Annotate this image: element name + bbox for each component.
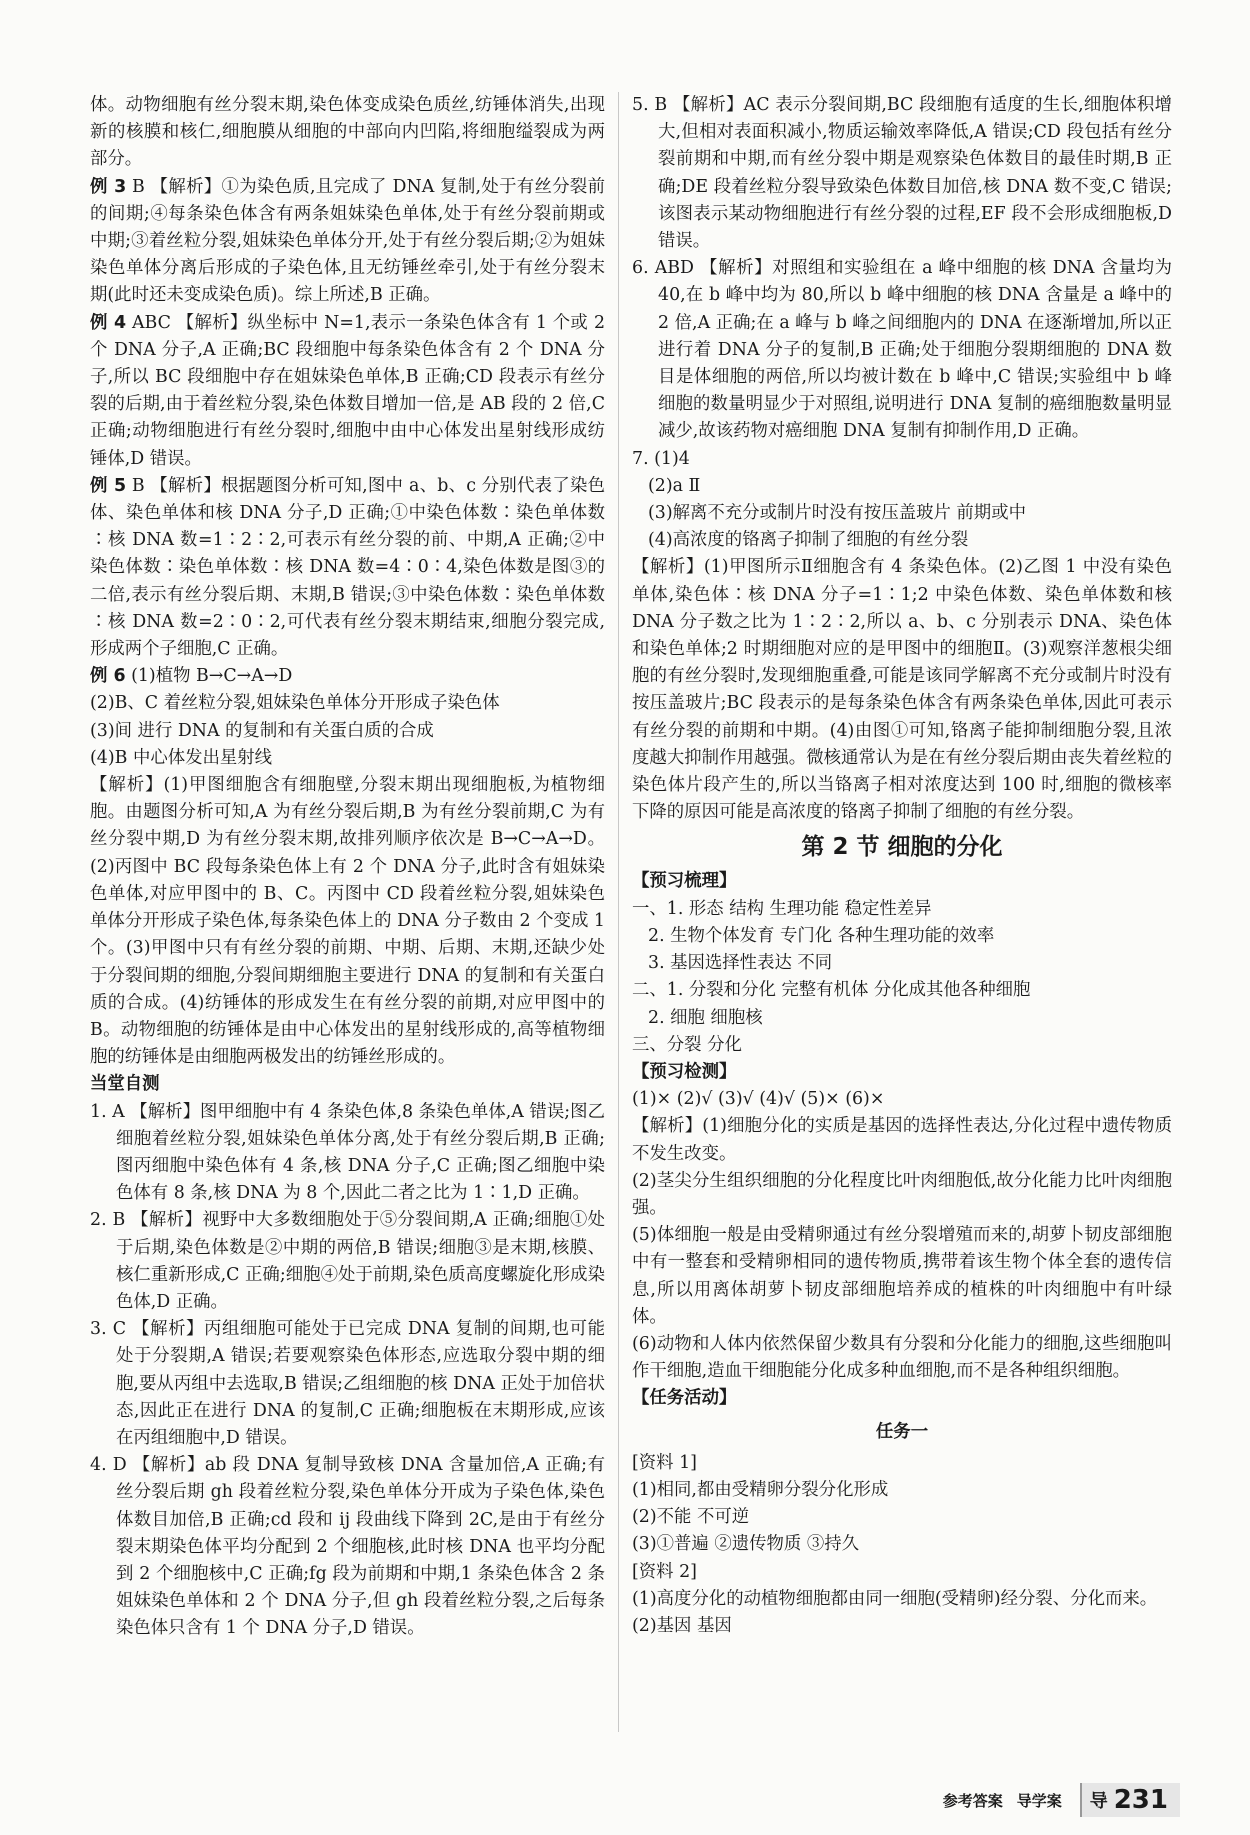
page-number-box — [1080, 1783, 1180, 1817]
example-label: 例 4 — [90, 312, 127, 333]
analysis: (2)茎尖分生组织细胞的分化程度比叶肉细胞低,故分化能力比叶肉细胞强。 — [632, 1170, 1172, 1218]
analysis: 【解析】(1)甲图细胞含有细胞壁,分裂末期出现细胞板,为植物细胞。由题图分析可知,A 为有丝分裂后期,B 为有丝分裂前期,C 为有丝分裂中期,D 为有丝分裂末期,故排列顺序依次是 B→C→A→D。(2)丙图中 BC 段每条染色体上有 2 个 DNA 分子,此时含有姐妹染色单体,对应甲图中的 B、C。丙图中 CD 段着丝粒分裂,姐妹染色单体分开形成子染色体,每条染色体上的 DNA 分子数由 2 个变成 1 个。(3)甲图中只有有丝分裂的前期、中期、后期、末期,还缺少处于分裂间期的细胞,分裂间期细胞主要进行 DNA 的复制和有关蛋白质的合成。(4)纺锤体的形成发生在有丝分裂的前期,对应甲图中的 B。动物细胞的纺锤体是由中心体发出的星射线形成的,高等植物细胞的纺锤体是由细胞两极发出的纺锤丝形成的。 — [90, 775, 605, 1068]
heading-task: 【任务活动】 — [632, 1388, 737, 1409]
check-answers: (1)× (2)√ (3)√ (4)√ (5)× (6)× — [632, 1089, 885, 1110]
example-label: 例 5 — [90, 475, 127, 496]
question-7: 7. (1)4 — [632, 448, 690, 469]
preview-line: 二、1. 分裂和分化 完整有机体 分化成其他各种细胞 — [632, 980, 1031, 1001]
example-text: ABC 【解析】纵坐标中 N=1,表示一条染色体含有 1 个或 2 个 DNA 分子,A 正确;BC 段细胞中每条染色体含有 2 个 DNA 分子,所以 BC 段细胞中存在姐妹染色单体,B 正确;CD 段表示有丝分裂的后期,由于着丝粒分裂,染色体数目增加一倍,是 AB 段的 2 倍,C 正确;动物细胞进行有丝分裂时,细胞中由中心体发出星射线形成纺锤体,D 错误。 — [90, 312, 606, 469]
analysis: (5)体细胞一般是由受精卵通过有丝分裂增殖而来的,胡萝卜韧皮部细胞中有一整套和受精卵相同的遗传物质,携带着该生物个体全套的遗传信息,所以用离体胡萝卜韧皮部细胞培养成的植株的叶肉细胞中有叶绿体。 — [632, 1225, 1172, 1327]
question-2: 2. B 【解析】视野中大多数细胞处于⑤分裂间期,A 正确;细胞①处于后期,染色体数是②中期的两倍,B 错误;细胞③是末期,核膜、核仁重新形成,C 正确;细胞④处于前期,染色质高度螺旋化形成染色体,D 正确。 — [90, 1210, 605, 1312]
material-line: (1)高度分化的动植物细胞都由同一细胞(受精卵)经分裂、分化而来。 — [632, 1588, 1158, 1609]
paragraph: 体。动物细胞有丝分裂末期,染色体变成染色质丝,纺锤体消失,出现新的核膜和核仁,细胞膜从细胞的中部向内凹陷,将细胞缢裂成为两部分。 — [90, 95, 605, 170]
task-title: 任务一 — [875, 1421, 929, 1442]
example-label: 例 3 — [90, 176, 127, 197]
page-number: 231 — [1113, 1785, 1168, 1815]
preview-line: 2. 生物个体发育 专门化 各种生理功能的效率 — [648, 925, 995, 946]
heading-preview: 【预习梳理】 — [632, 871, 737, 892]
answer-line: (3)间 进行 DNA 的复制和有关蛋白质的合成 — [90, 720, 434, 741]
answer-line: (2)a Ⅱ — [648, 475, 701, 496]
question-1: 1. A 【解析】图甲细胞中有 4 条染色体,8 条染色单体,A 错误;图乙细胞着丝粒分裂,姐妹染色单体分离,处于有丝分裂后期,B 正确;图丙细胞中染色体有 4 条,核 DNA 分子,C 正确;图乙细胞中染色体有 8 条,核 DNA 为 8 个,因此二者之比为 1∶1,D 正确。 — [90, 1101, 605, 1204]
section-title: 第 2 节 细胞的分化 — [801, 834, 1003, 861]
preview-line: 三、分裂 分化 — [632, 1034, 742, 1055]
example-text: B 【解析】根据题图分析可知,图中 a、b、c 分别代表了染色体、染色单体和核 DNA 分子,D 正确;①中染色体数∶染色单体数∶核 DNA 数=1∶2∶2,可表示有丝分裂的前、中期,A 正确;②中染色体数∶染色单体数∶核 DNA 数=4∶0∶4,染色体数是图③的二倍,表示有丝分裂后期、末期,B 错误;③中染色体数∶染色单体数∶核 DNA 数=2∶0∶2,可代表有丝分裂末期结束,细胞分裂完成,形成两个子细胞,C 正确。 — [90, 475, 606, 660]
example-label: 例 6 — [90, 666, 126, 687]
left-column — [90, 92, 605, 1643]
example-5 — [90, 473, 605, 663]
answer-line: (4)高浓度的铬离子抑制了细胞的有丝分裂 — [648, 530, 969, 551]
material-line: (2)不能 不可逆 — [632, 1507, 750, 1528]
preview-line: 3. 基因选择性表达 不同 — [648, 953, 833, 974]
example-3 — [90, 174, 605, 310]
footer-answer-label: 参考答案 — [942, 1791, 1003, 1810]
question-3: 3. C 【解析】丙组细胞可能处于已完成 DNA 复制的间期,也可能处于分裂期,A 错误;若要观察染色体形态,应选取分裂中期的细胞,要从丙组中去选取,B 错误;乙组细胞的核 DNA 正处于加倍状态,因此正在进行 DNA 的复制,C 正确;细胞板在末期形成,应该在丙组细胞中,D 错误。 — [90, 1319, 605, 1448]
question-4: 4. D 【解析】ab 段 DNA 复制导致核 DNA 含量加倍,A 正确;有丝分裂后期 gh 段着丝粒分裂,染色单体分开成为子染色体,染色体数目加倍,B 正确;cd 段和 ij 段曲线下降到 2C,是由于有丝分裂末期染色体平均分配到 2 个细胞核,此时核 DNA 也平均分配到 2 个细胞核中,C 正确;fg 段为前期和中期,1 条染色体含 2 条姐妹染色单体和 2 个 DNA 分子,但 gh 段着丝粒分裂,之后每条染色体只含有 1 个 DNA 分子,D 错误。 — [90, 1455, 605, 1639]
material-line: (3)①普遍 ②遗传物质 ③持久 — [632, 1534, 859, 1555]
answer-line: (3)解离不充分或制片时没有按压盖玻片 前期或中 — [648, 503, 1026, 524]
answer-line: (2)B、C 着丝粒分裂,姐妹染色单体分开形成子染色体 — [90, 693, 500, 714]
section-subtitle: 当堂自测 — [90, 1074, 160, 1095]
footer-guide-label: 导学案 — [1016, 1791, 1062, 1810]
page-prefix: 导 — [1089, 1791, 1108, 1812]
material-label: [资料 2] — [632, 1561, 697, 1582]
analysis: 【解析】(1)甲图所示Ⅱ细胞含有 4 条染色体。(2)乙图 1 中没有染色单体,染色体∶核 DNA 分子=1∶1;2 中染色体数、染色单体数和核 DNA 分子数之比为 1∶2∶2,所以 a、b、c 分别表示 DNA、染色体和染色单体;2 时期细胞对应的是甲图中的细胞Ⅱ。(3)观察洋葱根尖细胞的有丝分裂时,发现细胞重叠,可能是该同学解离不充分或制片时没有按压盖玻片;BC 段表示的是每条染色体含有两条染色单体,因此可表示有丝分裂的前期和中期。(4)由图①可知,铬离子能抑制细胞分裂,且浓度越大抑制作用越强。微核通常认为是在有丝分裂后期由丧失着丝粒的染色体片段产生的,所以当铬离子相对浓度达到 100 时,细胞的微核率下降的原因可能是高浓度的铬离子抑制了细胞的有丝分裂。 — [632, 557, 1172, 823]
answer-line: (4)B 中心体发出星射线 — [90, 747, 273, 768]
heading-check: 【预习检测】 — [632, 1061, 737, 1082]
right-column — [632, 92, 1172, 1640]
material-label: [资料 1] — [632, 1452, 697, 1473]
material-line: (1)相同,都由受精卵分裂分化形成 — [632, 1479, 889, 1500]
analysis: 【解析】(1)细胞分化的实质是基因的选择性表达,分化过程中遗传物质不发生改变。 — [632, 1116, 1172, 1164]
preview-line: 2. 细胞 细胞核 — [648, 1007, 763, 1028]
column-divider — [618, 92, 619, 1732]
question-5: 5. B 【解析】AC 表示分裂间期,BC 段细胞有适度的生长,细胞体积增大,但相对表面积减小,物质运输效率降低,A 错误;CD 段包括有丝分裂前期和中期,而有丝分裂中期是观察染色体数目的最佳时期,B 正确;DE 段着丝粒分裂导致染色体数目加倍,核 DNA 数不变,C 错误;该图表示某动物细胞进行有丝分裂的过程,EF 段不会形成细胞板,D 错误。 — [632, 95, 1172, 252]
preview-line: 一、1. 形态 结构 生理功能 稳定性差异 — [632, 898, 932, 919]
question-6: 6. ABD 【解析】对照组和实验组在 a 峰中细胞的核 DNA 含量均为 40,在 b 峰中均为 80,所以 b 峰中细胞的核 DNA 含量是 a 峰中的 2 倍,A 正确;在 a 峰与 b 峰之间细胞内的 DNA 在逐渐增加,所以正进行着 DNA 分子的复制,B 正确;处于细胞分裂期细胞的 DNA 数目是体细胞的两倍,所以均被计数在 b 峰中,C 错误;实验组中 b 峰细胞的数量明显少于对照组,说明进行 DNA 复制的癌细胞数量明显减少,故该药物对癌细胞 DNA 复制有抑制作用,D 正确。 — [632, 258, 1172, 442]
page-footer — [943, 1783, 1180, 1817]
example-6 — [90, 663, 605, 690]
example-text: (1)植物 B→C→A→D — [131, 666, 293, 687]
example-4 — [90, 310, 605, 473]
analysis: (6)动物和人体内依然保留少数具有分裂和分化能力的细胞,这些细胞叫作干细胞,造血干细胞能分化成多种血细胞,而不是各种组织细胞。 — [632, 1333, 1172, 1382]
example-text: B 【解析】①为染色质,且完成了 DNA 复制,处于有丝分裂前的间期;④每条染色体含有两条姐妹染色单体,处于有丝分裂前期或中期;③着丝粒分裂,姐妹染色单体分开,处于有丝分裂后期;②为姐妹染色单体分离后形成的子染色体,且无纺锤丝牵引,处于有丝分裂末期(此时还未变成染色质)。综上所述,B 正确。 — [90, 176, 606, 306]
material-line: (2)基因 基因 — [632, 1615, 732, 1636]
